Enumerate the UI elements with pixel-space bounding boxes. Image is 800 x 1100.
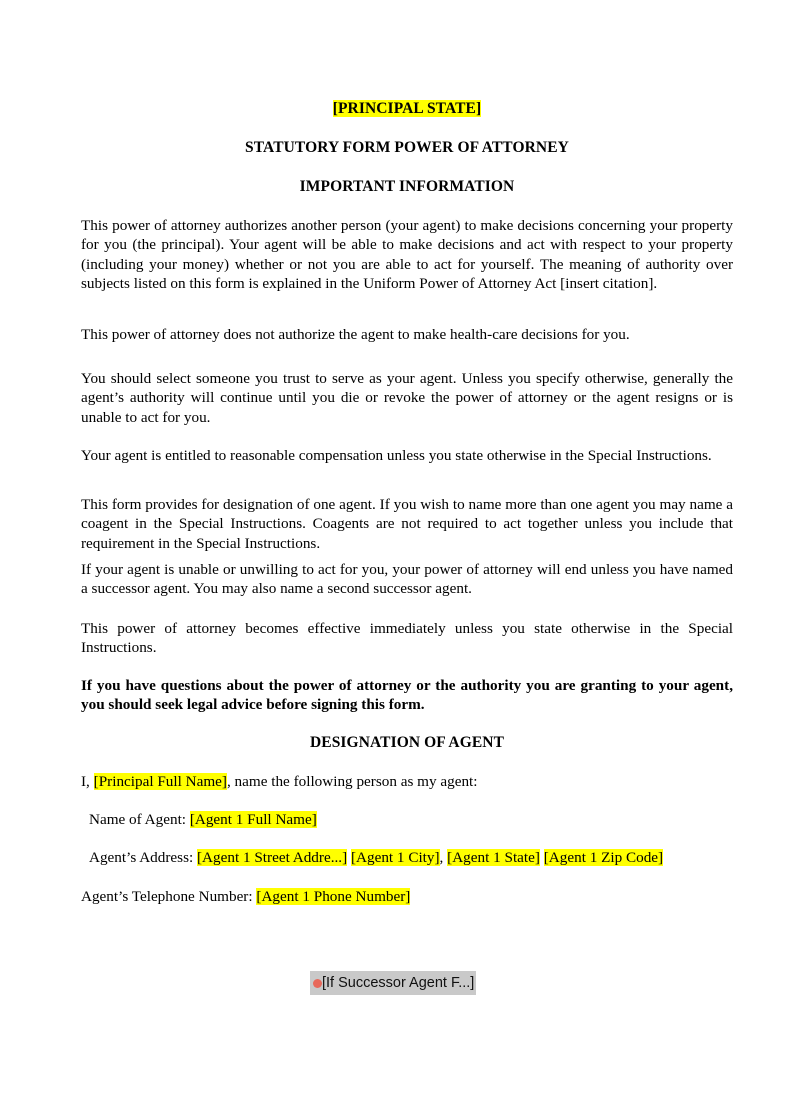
agent-street-address-placeholder[interactable]: [Agent 1 Street Addre...] <box>197 849 348 866</box>
section-heading-designation-of-agent: DESIGNATION OF AGENT <box>309 734 505 751</box>
agent-zip-code-placeholder[interactable]: [Agent 1 Zip Code] <box>543 849 664 866</box>
address-separator-comma: , <box>439 849 448 866</box>
agent-full-name-placeholder[interactable]: [Agent 1 Full Name] <box>189 811 317 828</box>
document-title-state <box>81 100 733 118</box>
agent-phone-label: Agent’s Telephone Number: <box>81 888 257 905</box>
agent-name-line <box>81 810 741 829</box>
paragraph-health-care-exclusion: This power of attorney does not authorize the agent to make health-care decisions for you. <box>81 326 630 343</box>
principal-full-name-placeholder[interactable]: [Principal Full Name] <box>93 773 227 790</box>
paragraph-compensation: Your agent is entitled to reasonable compensation unless you state otherwise in the Special Instructions. <box>81 447 712 464</box>
designation-intro-prefix: I, <box>81 773 94 790</box>
document-title-main: STATUTORY FORM POWER OF ATTORNEY <box>245 139 569 156</box>
designation-intro-suffix: , name the following person as my agent: <box>226 773 478 790</box>
paragraph-authorization: This power of attorney authorizes another person (your agent) to make decisions concerning your property for you (the principal). Your agent will be able to make decisions and act with respect to your property (including your money) whether or not you are able to act for yourself. The meaning of authority over subjects listed on this form is explained in the Uniform Power of Attorney Act [insert citation]. <box>81 217 733 292</box>
agent-address-line <box>81 848 741 867</box>
paragraph-coagent: This form provides for designation of one agent. If you wish to name more than one agent you may name a coagent in the Special Instructions. Coagents are not required to act together unless you include that requirement in the Special Instructions. <box>81 496 733 552</box>
section-heading-important-information: IMPORTANT INFORMATION <box>299 178 515 195</box>
successor-agent-field-label: [If Successor Agent F...] <box>322 975 475 991</box>
designation-intro-line <box>81 772 733 791</box>
paragraph-legal-advice-warning: If you have questions about the power of attorney or the authority you are granting to your agent, you should seek legal advice before signing this form. <box>81 677 733 714</box>
successor-agent-field-widget[interactable] <box>310 971 476 995</box>
agent-address-label: Agent’s Address: <box>89 849 197 866</box>
paragraph-select-agent: You should select someone you trust to serve as your agent. Unless you specify otherwise, generally the agent’s authority will continue until you die or revoke the power of attorney or the agent resigns or is unable to act for you. <box>81 370 733 426</box>
agent-phone-line <box>81 887 733 906</box>
record-dot-icon <box>313 979 322 988</box>
principal-state-placeholder[interactable]: [PRINCIPAL STATE] <box>332 100 482 117</box>
agent-state-placeholder[interactable]: [Agent 1 State] <box>447 849 540 866</box>
agent-city-placeholder[interactable]: [Agent 1 City] <box>350 849 440 866</box>
paragraph-effective-date: This power of attorney becomes effective immediately unless you state otherwise in the Special Instructions. <box>81 620 733 657</box>
agent-name-label: Name of Agent: <box>89 811 190 828</box>
paragraph-successor-agent: If your agent is unable or unwilling to act for you, your power of attorney will end unless you have named a successor agent. You may also name a second successor agent. <box>81 561 733 598</box>
agent-phone-number-placeholder[interactable]: [Agent 1 Phone Number] <box>256 888 411 905</box>
